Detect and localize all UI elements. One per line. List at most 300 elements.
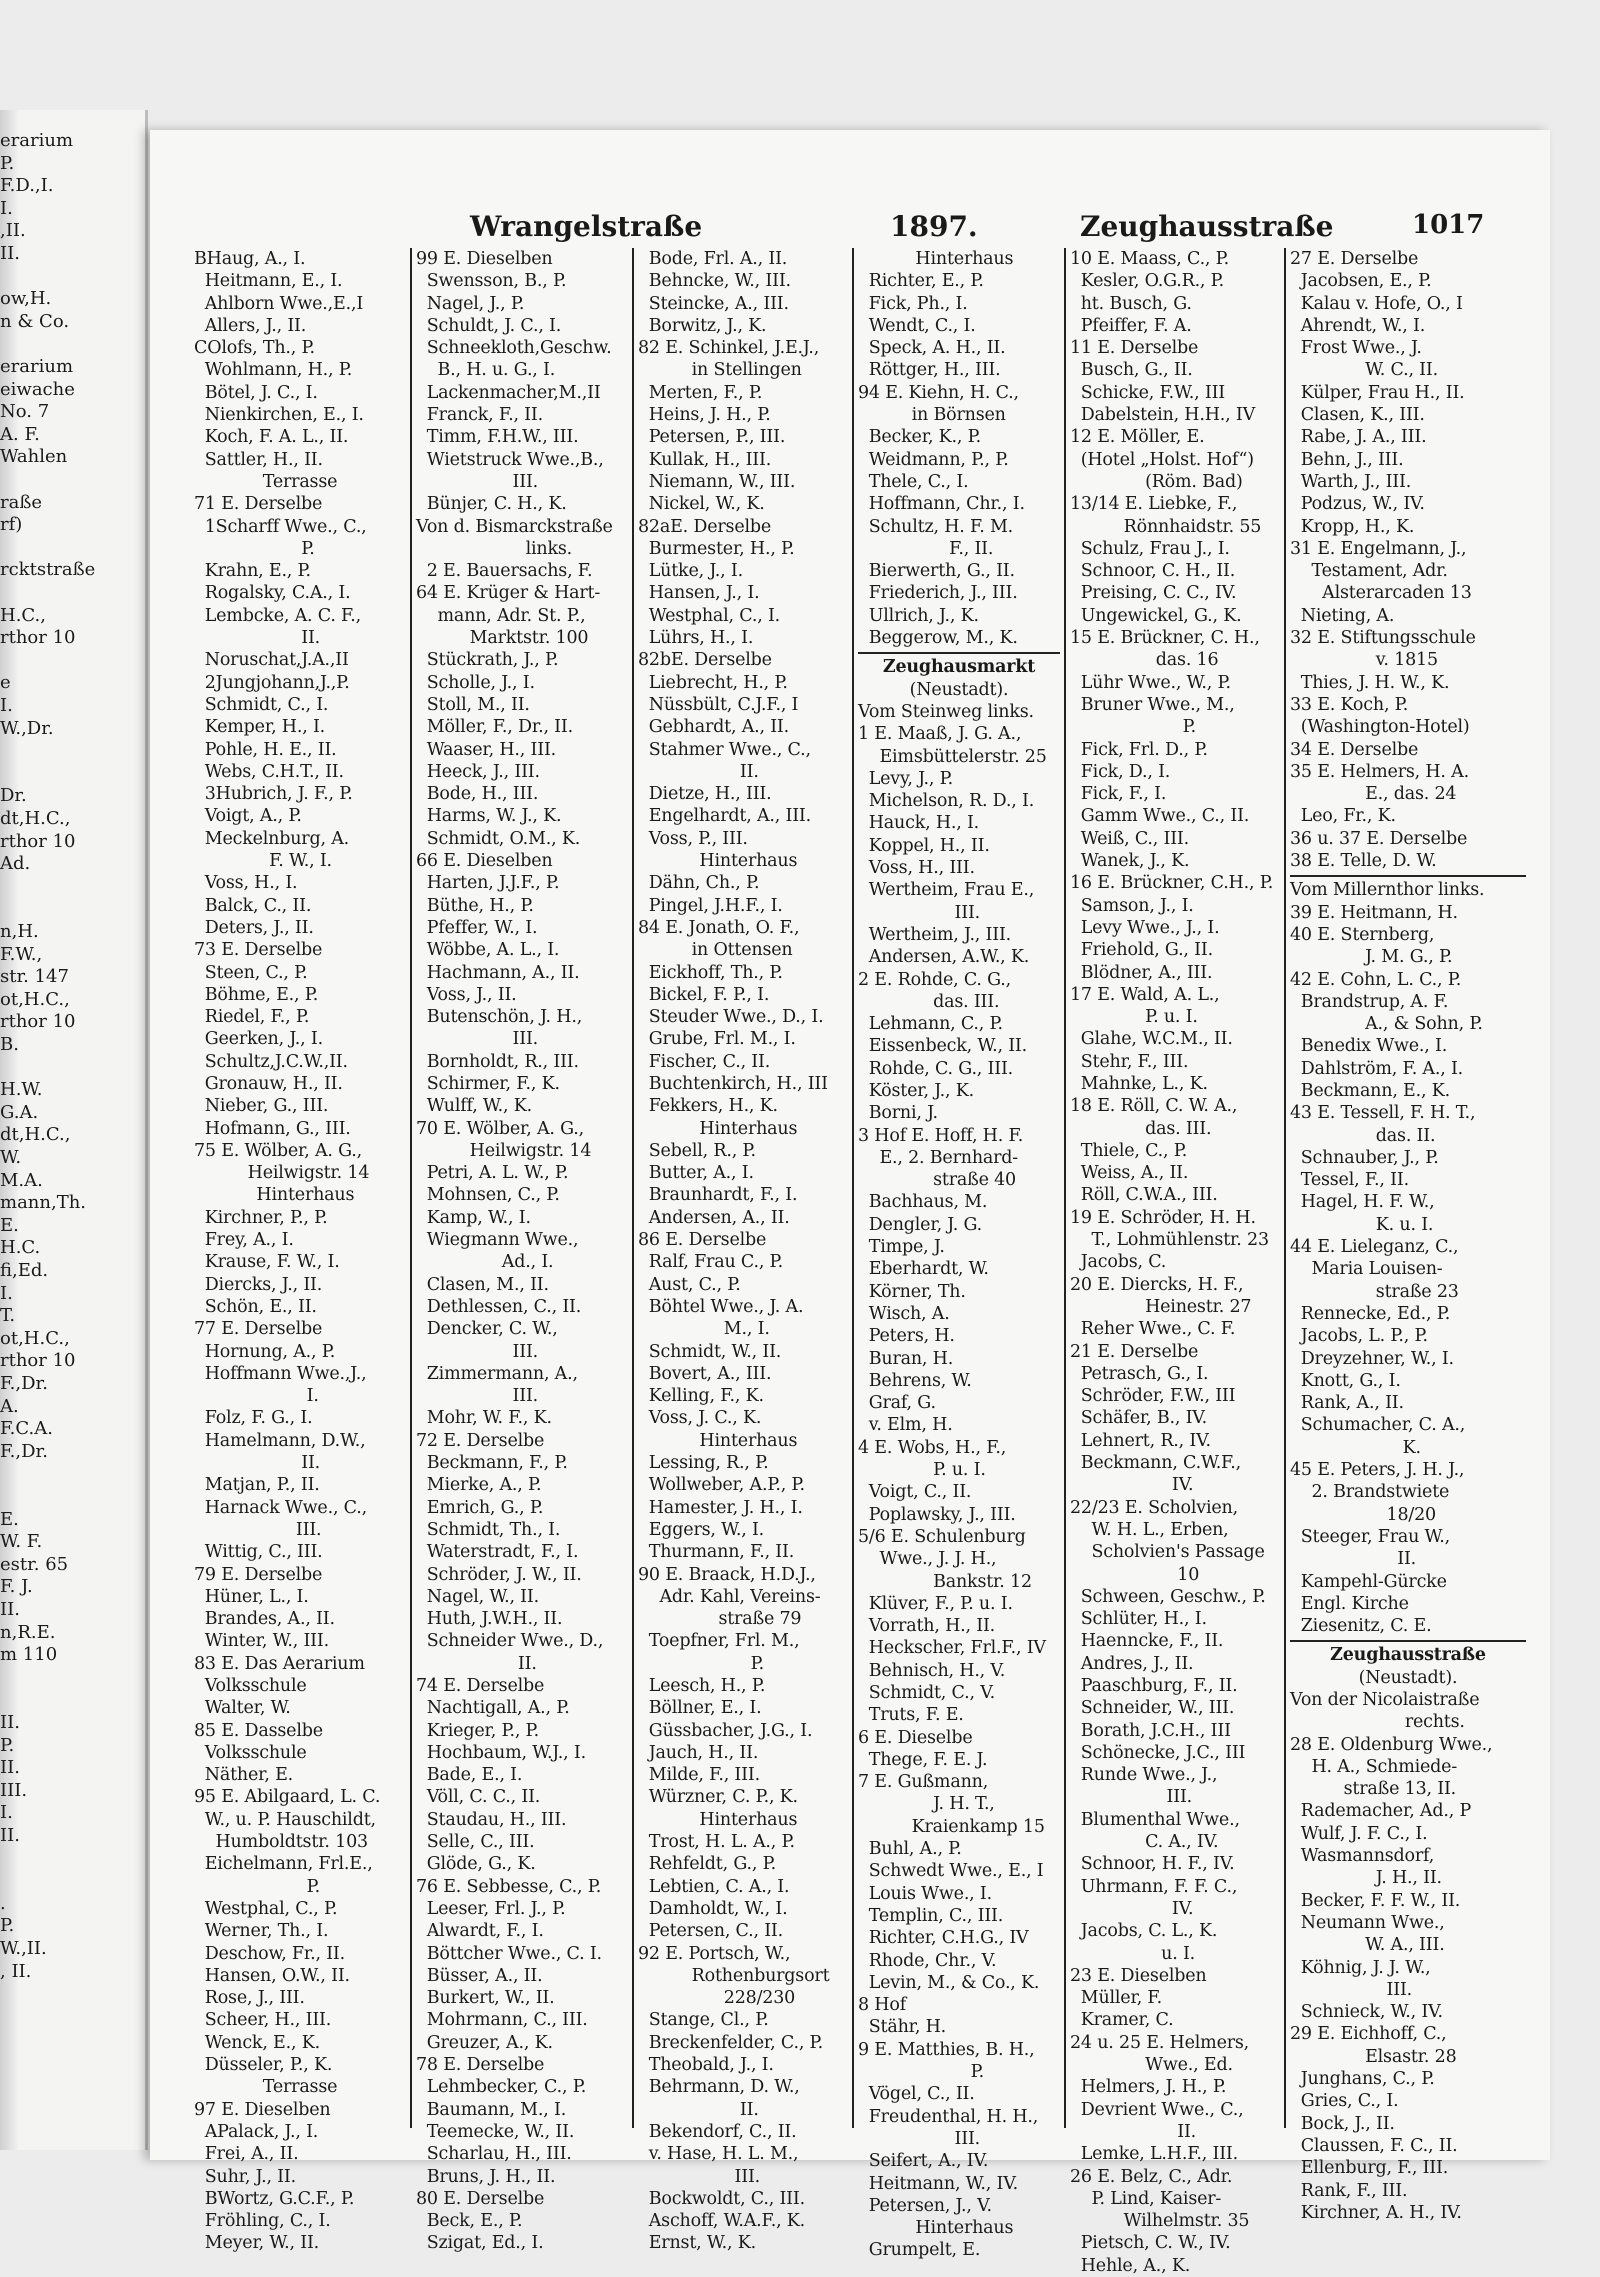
directory-entry: 11 E. Derselbe bbox=[1070, 338, 1199, 359]
directory-entry: Thele, C., I. bbox=[858, 471, 969, 492]
directory-entry: Fick, Ph., I. bbox=[858, 293, 968, 314]
directory-entry: Stähr, H. bbox=[858, 2017, 947, 2038]
directory-entry: Borwitz, J., K. bbox=[638, 315, 767, 336]
directory-entry: Röttger, H., III. bbox=[858, 360, 1001, 381]
directory-entry: 8 Hof bbox=[858, 1995, 906, 2016]
directory-entry: Helmers, J. H., P. bbox=[1070, 2077, 1227, 2098]
directory-entry: in Stellingen bbox=[638, 360, 802, 381]
directory-entry: Hoffmann, Chr., I. bbox=[858, 494, 1025, 515]
left-strip-line: ow,H. bbox=[0, 288, 52, 310]
directory-entry: Thiele, C., P. bbox=[1070, 1140, 1188, 1161]
directory-entry: Rank, F., III. bbox=[1290, 2180, 1408, 2201]
directory-entry: Burkert, W., II. bbox=[416, 1988, 555, 2009]
directory-entry: Heilwigstr. 14 bbox=[194, 1163, 370, 1184]
directory-entry: Becker, K., P. bbox=[858, 427, 982, 448]
directory-entry: Hauck, H., I. bbox=[858, 813, 980, 834]
directory-entry: 2Jungjohann,J.,P. bbox=[194, 672, 350, 693]
directory-entry: Bruns, J. H., II. bbox=[416, 2166, 556, 2187]
directory-entry: Sattler, H., II. bbox=[194, 449, 323, 470]
directory-entry: II. bbox=[638, 2099, 759, 2120]
directory-entry: Schwedt Wwe., E., I bbox=[858, 1861, 1044, 1882]
directory-entry: Diercks, J., II. bbox=[194, 1274, 323, 1295]
left-strip-line: II. bbox=[0, 1712, 20, 1733]
directory-entry: Ellenburg, F., III. bbox=[1290, 2158, 1449, 2179]
directory-entry: Dreyzehner, W., I. bbox=[1290, 1348, 1454, 1369]
left-strip-line: H.C. bbox=[0, 1237, 41, 1259]
directory-entry: Von d. Bismarckstraße bbox=[416, 516, 613, 537]
directory-entry: Burmester, H., P. bbox=[638, 538, 795, 559]
directory-entry: Wulff, W., K. bbox=[416, 1096, 532, 1117]
directory-entry: Wollweber, A.P., P. bbox=[638, 1475, 805, 1496]
directory-entry: in Börnsen bbox=[858, 405, 1006, 426]
directory-entry: Freudenthal, H. H., bbox=[858, 2106, 1039, 2127]
directory-entry: Becker, F. F. W., II. bbox=[1290, 1890, 1461, 1911]
directory-entry: Nagel, J., P. bbox=[416, 293, 525, 314]
directory-entry: Westphal, C., P. bbox=[194, 1898, 338, 1919]
directory-entry: Beckmann, C.W.F., bbox=[1070, 1453, 1242, 1474]
directory-entry: 21 E. Derselbe bbox=[1070, 1341, 1199, 1362]
directory-entry: Eberhardt, W. bbox=[858, 1259, 989, 1280]
directory-entry: Dethlessen, C., II. bbox=[416, 1296, 582, 1317]
directory-entry: 9 E. Matthies, B. H., bbox=[858, 2039, 1035, 2060]
directory-entry: Schnoor, C. H., II. bbox=[1070, 561, 1236, 582]
directory-entry: Behnisch, H., V. bbox=[858, 1660, 1006, 1681]
directory-entry: IV. bbox=[1070, 1475, 1194, 1496]
left-strip-line: III. bbox=[0, 1779, 28, 1801]
directory-entry: 34 E. Derselbe bbox=[1290, 739, 1419, 760]
directory-entry: Elsastr. 28 bbox=[1290, 2046, 1457, 2067]
directory-entry: Humboldtstr. 103 bbox=[194, 1832, 368, 1853]
directory-entry: 12 E. Möller, E. bbox=[1070, 427, 1205, 448]
left-strip-line: I. bbox=[0, 1802, 13, 1824]
directory-entry: W., u. P. Hauschildt, bbox=[194, 1809, 376, 1830]
directory-entry: Sebell, R., P. bbox=[638, 1140, 756, 1161]
left-strip-line: F.C.A. bbox=[0, 1418, 53, 1440]
directory-entry: Wertheim, Frau E., bbox=[858, 880, 1035, 901]
directory-entry: 20 E. Diercks, H. F., bbox=[1070, 1274, 1244, 1295]
directory-entry: Schmidt, O.M., K. bbox=[416, 828, 581, 849]
directory-entry: (Röm. Bad) bbox=[1070, 471, 1243, 492]
directory-entry: Deschow, Fr., II. bbox=[194, 1943, 345, 1964]
directory-entry: Ungewickel, G., K. bbox=[1070, 605, 1242, 626]
directory-entry: Heckscher, Frl.F., IV bbox=[858, 1638, 1046, 1659]
directory-entry: Aust, C., P. bbox=[638, 1274, 741, 1295]
directory-entry: Schirmer, F., K. bbox=[416, 1073, 560, 1094]
directory-entry: III. bbox=[416, 1341, 539, 1362]
directory-entry: Eickhoff, Th., P. bbox=[638, 962, 783, 983]
directory-entry: P. bbox=[638, 1653, 765, 1674]
directory-entry: Adr. Kahl, Vereins- bbox=[638, 1586, 821, 1607]
directory-entry: Hochbaum, W.J., I. bbox=[416, 1742, 586, 1763]
directory-entry: 82 E. Schinkel, J.E.J., bbox=[638, 338, 820, 359]
directory-entry: Gries, C., I. bbox=[1290, 2091, 1399, 2112]
directory-entry: Andres, J., II. bbox=[1070, 1653, 1194, 1674]
directory-column-6 bbox=[1286, 248, 1530, 2223]
directory-entry: Waterstradt, F., I. bbox=[416, 1542, 579, 1563]
left-strip-line: H.C., bbox=[0, 604, 46, 626]
directory-entry: Szigat, Ed., I. bbox=[416, 2233, 544, 2254]
directory-entry: Theobald, J., I. bbox=[638, 2055, 774, 2076]
directory-entry: Voigt, C., II. bbox=[858, 1482, 972, 1503]
directory-entry: Bünjer, C. H., K. bbox=[416, 494, 567, 515]
directory-entry: Blumenthal Wwe., bbox=[1070, 1809, 1240, 1830]
left-strip-line: II. bbox=[0, 243, 20, 264]
directory-entry: Busch, G., II. bbox=[1070, 360, 1193, 381]
directory-entry: 70 E. Wölber, A. G., bbox=[416, 1118, 585, 1139]
directory-entry: ht. Busch, G. bbox=[1070, 293, 1192, 314]
directory-entry: Schneekloth,Geschw. bbox=[416, 338, 612, 359]
directory-entry: Glahe, W.C.M., II. bbox=[1070, 1029, 1233, 1050]
directory-entry: Voss, H., I. bbox=[194, 873, 298, 894]
directory-entry: Schultz,J.C.W.,II. bbox=[194, 1051, 348, 1072]
directory-entry: Vom Steinweg links. bbox=[858, 701, 1034, 722]
directory-entry: Heitmann, E., I. bbox=[194, 271, 343, 292]
left-strip-line: n,H. bbox=[0, 921, 39, 942]
directory-entry: 4 E. Wobs, H., F., bbox=[858, 1437, 1007, 1458]
directory-entry: Böllner, E., I. bbox=[638, 1698, 762, 1719]
left-strip-line: H.W. bbox=[0, 1079, 43, 1101]
directory-entry: Beckmann, E., K. bbox=[1290, 1080, 1450, 1101]
directory-entry: Leo, Fr., K. bbox=[1290, 806, 1396, 827]
directory-entry: Jacobs, C. bbox=[1070, 1252, 1167, 1273]
directory-entry: Grube, Frl. M., I. bbox=[638, 1029, 796, 1050]
directory-entry: das. 16 bbox=[1070, 650, 1219, 671]
directory-entry: Claussen, F. C., II. bbox=[1290, 2135, 1458, 2156]
directory-entry: Gronauw, H., II. bbox=[194, 1073, 343, 1094]
directory-entry: A., & Sohn, P. bbox=[1290, 1014, 1483, 1035]
directory-entry: Podzus, W., IV. bbox=[1290, 494, 1425, 515]
directory-entry: Dencker, C. W., bbox=[416, 1319, 558, 1340]
directory-entry: J. H. T., bbox=[858, 1794, 995, 1815]
directory-entry: 28 E. Oldenburg Wwe., bbox=[1290, 1734, 1493, 1755]
left-strip-line: ot,H.C., bbox=[0, 1327, 70, 1349]
directory-entry: 2. Brandstwiete bbox=[1290, 1482, 1450, 1503]
directory-columns bbox=[190, 248, 1530, 2276]
directory-entry: Stückrath, J., P. bbox=[416, 650, 559, 671]
directory-entry: das. II. bbox=[1290, 1125, 1436, 1146]
directory-entry: Nüssbült, C.J.F., I bbox=[638, 694, 799, 715]
directory-entry: Völl, C. C., II. bbox=[416, 1787, 541, 1808]
directory-entry: u. I. bbox=[1070, 1943, 1196, 1964]
directory-entry: Gebhardt, A., II. bbox=[638, 717, 790, 738]
directory-entry: Büsser, A., II. bbox=[416, 1965, 543, 1986]
directory-entry: Engl. Kirche bbox=[1290, 1593, 1409, 1614]
directory-entry: (Neustadt). bbox=[909, 679, 1009, 700]
directory-entry: 40 E. Sternberg, bbox=[1290, 924, 1435, 945]
directory-entry: Uhrmann, F. F. C., bbox=[1070, 1876, 1238, 1897]
directory-entry: Schneider, W., III. bbox=[1070, 1698, 1235, 1719]
directory-entry: Mahnke, L., K. bbox=[1070, 1073, 1208, 1094]
directory-entry: Voss, H., III. bbox=[858, 858, 975, 879]
directory-entry: Volksschule bbox=[194, 1742, 307, 1763]
directory-entry: Ullrich, J., K. bbox=[858, 605, 979, 626]
directory-entry: 19 E. Schröder, H. H. bbox=[1070, 1207, 1256, 1228]
directory-entry: K. u. I. bbox=[1290, 1214, 1434, 1235]
directory-entry: Kirchner, A. H., IV. bbox=[1290, 2202, 1462, 2223]
directory-entry: Rehfeldt, G., P. bbox=[638, 1854, 776, 1875]
directory-entry: B., H. u. G., I. bbox=[416, 360, 556, 381]
directory-entry: 94 E. Kiehn, H. C., bbox=[858, 382, 1019, 403]
directory-entry: Hinterhaus bbox=[688, 851, 798, 872]
directory-entry: Eissenbeck, W., II. bbox=[858, 1036, 1027, 1057]
directory-entry: 95 E. Abilgaard, L. C. bbox=[194, 1787, 381, 1808]
directory-entry: Würzner, C. P., K. bbox=[638, 1787, 798, 1808]
directory-entry: 84 E. Jonath, O. F., bbox=[638, 917, 800, 938]
directory-entry: 72 E. Derselbe bbox=[416, 1430, 545, 1451]
directory-entry: Preising, C. C., IV. bbox=[1070, 583, 1237, 604]
directory-entry: Voss, J. C., K. bbox=[638, 1408, 762, 1429]
directory-entry: Kelling, F., K. bbox=[638, 1386, 764, 1407]
directory-entry: Mierke, A., P. bbox=[416, 1475, 542, 1496]
directory-entry: 13/14 E. Liebke, F., bbox=[1070, 494, 1238, 515]
directory-entry: Borni, J. bbox=[858, 1103, 938, 1124]
directory-entry: 42 E. Cohn, L. C., P. bbox=[1290, 969, 1462, 990]
directory-entry: J. M. G., P. bbox=[1290, 947, 1453, 968]
directory-entry: 26 E. Belz, C., Adr. bbox=[1070, 2166, 1233, 2187]
directory-entry: 1Scharff Wwe., C., bbox=[194, 516, 367, 537]
directory-entry: III. bbox=[858, 2128, 981, 2149]
directory-entry: Glöde, G., K. bbox=[416, 1854, 536, 1875]
directory-entry: Wietstruck Wwe.,B., bbox=[416, 449, 604, 470]
left-strip-line: M.A. bbox=[0, 1169, 43, 1191]
directory-entry: das. III. bbox=[1070, 1118, 1212, 1139]
directory-entry: 74 E. Derselbe bbox=[416, 1676, 545, 1696]
directory-entry: Staudau, H., III. bbox=[416, 1809, 567, 1830]
left-strip-line: raße bbox=[0, 491, 43, 513]
directory-entry: Schnoor, H. F., IV. bbox=[1070, 1854, 1235, 1875]
directory-entry: Runde Wwe., J., bbox=[1070, 1765, 1218, 1786]
directory-entry: P. u. I. bbox=[1070, 1007, 1198, 1028]
directory-entry: Böhme, E., P. bbox=[194, 984, 319, 1005]
section-heading: Zeughausstraße bbox=[1290, 1640, 1526, 1666]
left-strip-line: dt,H.C., bbox=[0, 1124, 71, 1146]
directory-entry: Bierwerth, G., II. bbox=[858, 561, 1015, 582]
left-strip-line: A. bbox=[0, 1395, 19, 1417]
directory-entry: Andersen, A.W., K. bbox=[858, 947, 1030, 968]
street-title-left: Wrangelstraße bbox=[470, 210, 703, 243]
left-strip-line: W.,II. bbox=[0, 1938, 47, 1959]
directory-entry: Kullak, H., III. bbox=[638, 449, 772, 470]
directory-entry: Rabe, J. A., III. bbox=[1290, 427, 1427, 448]
directory-entry: Levy Wwe., J., I. bbox=[1070, 917, 1220, 938]
directory-entry: Thurmann, F., II. bbox=[638, 1542, 795, 1563]
directory-entry: Kraienkamp 15 bbox=[858, 1816, 1045, 1837]
directory-entry: Schäfer, B., IV. bbox=[1070, 1408, 1208, 1429]
directory-entry: Näther, E. bbox=[194, 1765, 294, 1786]
directory-entry: Dähn, Ch., P. bbox=[638, 873, 760, 894]
directory-entry: Knott, G., I. bbox=[1290, 1370, 1401, 1391]
directory-entry: Riedel, F., P. bbox=[194, 1007, 310, 1028]
directory-entry: Vom Millernthor links. bbox=[1290, 875, 1526, 901]
directory-entry: Huth, J.W.H., II. bbox=[416, 1609, 563, 1630]
directory-entry: 10 E. Maass, C., P. bbox=[1070, 249, 1230, 269]
directory-entry: Rank, A., II. bbox=[1290, 1393, 1404, 1414]
directory-entry: 76 E. Sebbesse, C., P. bbox=[416, 1876, 602, 1897]
directory-entry: Harten, J.J.F., P. bbox=[416, 873, 560, 894]
directory-entry: 33 E. Koch, P. bbox=[1290, 694, 1409, 715]
directory-entry: 82bE. Derselbe bbox=[638, 650, 772, 671]
directory-entry: 64 E. Krüger & Hart- bbox=[416, 583, 601, 604]
directory-entry: 86 E. Derselbe bbox=[638, 1230, 767, 1251]
directory-entry: Allers, J., II. bbox=[194, 315, 307, 336]
directory-entry: Rothenburgsort bbox=[638, 1965, 830, 1986]
directory-entry: Harms, W. J., K. bbox=[416, 806, 562, 827]
left-strip-line: rf) bbox=[0, 514, 23, 536]
directory-entry: Rennecke, Ed., P. bbox=[1290, 1303, 1451, 1324]
directory-entry: Vorrath, H., II. bbox=[858, 1616, 996, 1637]
left-strip-line: B. bbox=[0, 1034, 19, 1055]
left-strip-line: Ad. bbox=[0, 853, 31, 875]
directory-entry: Bode, H., III. bbox=[416, 784, 539, 805]
directory-entry: 6 E. Dieselbe bbox=[858, 1727, 973, 1748]
directory-entry: Gamm Wwe., C., II. bbox=[1070, 806, 1250, 827]
directory-entry: III. bbox=[638, 2166, 761, 2187]
directory-entry: Hachmann, A., II. bbox=[416, 962, 580, 983]
left-strip-line: E. bbox=[0, 1214, 19, 1236]
directory-entry: straße 79 bbox=[638, 1609, 802, 1630]
directory-entry: Bornholdt, R., III. bbox=[416, 1051, 579, 1072]
directory-entry: 17 E. Wald, A. L., bbox=[1070, 984, 1220, 1005]
directory-entry: Teemecke, W., II. bbox=[416, 2121, 575, 2142]
directory-entry: 3Hubrich, J. F., P. bbox=[194, 784, 353, 805]
left-strip-line: W. F. bbox=[0, 1531, 43, 1553]
directory-entry: Andersen, A., II. bbox=[638, 1207, 790, 1228]
directory-entry: Niemann, W., III. bbox=[638, 471, 796, 492]
directory-entry: Buchtenkirch, H., III bbox=[638, 1073, 828, 1094]
directory-entry: Petersen, J., V. bbox=[858, 2195, 992, 2216]
directory-entry: Webs, C.H.T., II. bbox=[194, 761, 344, 782]
directory-entry: Büthe, H., P. bbox=[416, 895, 534, 916]
directory-entry: straße 13, II. bbox=[1290, 1779, 1457, 1800]
directory-entry: 2 E. Rohde, C. G., bbox=[858, 969, 1012, 990]
directory-entry: Schuldt, J. C., I. bbox=[416, 315, 562, 336]
left-strip-line: eiwache bbox=[0, 378, 75, 400]
directory-entry: Jacobs, L. P., P. bbox=[1290, 1326, 1428, 1347]
left-strip-line: F.D.,I. bbox=[0, 175, 54, 197]
directory-entry: Schmidt, W., II. bbox=[638, 1341, 782, 1362]
directory-entry: Werner, Th., I. bbox=[194, 1921, 329, 1942]
directory-entry: E., 2. Bernhard- bbox=[858, 1147, 1019, 1168]
directory-entry: Weiss, A., II. bbox=[1070, 1163, 1189, 1184]
page-number: 1017 bbox=[1412, 210, 1485, 240]
directory-entry: 92 E. Portsch, W., bbox=[638, 1943, 791, 1964]
directory-entry: J. H., II. bbox=[1290, 1868, 1442, 1889]
directory-entry: Dietze, H., III. bbox=[638, 784, 772, 805]
directory-entry: 38 E. Telle, D. W. bbox=[1290, 851, 1437, 872]
directory-entry: Nickel, W., K. bbox=[638, 494, 765, 515]
directory-entry: Kramer, C. bbox=[1070, 2010, 1174, 2031]
directory-entry: Bankstr. 12 bbox=[858, 1571, 1032, 1592]
directory-entry: Timpe, J. bbox=[858, 1237, 945, 1258]
directory-entry: Wanek, J., K. bbox=[1070, 851, 1190, 872]
directory-entry: Schröder, J. W., II. bbox=[416, 1564, 582, 1585]
directory-entry: Engelhardt, A., III. bbox=[638, 806, 811, 827]
directory-entry: Hansen, O.W., II. bbox=[194, 1965, 350, 1986]
directory-entry: Wöbbe, A. L., I. bbox=[416, 940, 560, 961]
directory-entry: Leeser, Frl. J., P. bbox=[416, 1898, 566, 1919]
directory-column-1 bbox=[190, 248, 412, 2254]
left-strip-line: fi,Ed. bbox=[0, 1260, 49, 1281]
left-strip-line: rthor 10 bbox=[0, 1011, 76, 1033]
directory-entry: Thege, F. E. J. bbox=[858, 1749, 988, 1770]
left-strip-line: F.,Dr. bbox=[0, 1373, 48, 1394]
directory-entry: Peters, H. bbox=[858, 1326, 955, 1347]
directory-entry: Milde, F., III. bbox=[638, 1765, 760, 1786]
directory-column-5 bbox=[1066, 248, 1286, 2276]
directory-entry: Hüner, L., I. bbox=[194, 1586, 309, 1607]
directory-entry: Paaschburg, F., II. bbox=[1070, 1676, 1238, 1696]
directory-entry: Ralf, Frau C., P. bbox=[638, 1252, 783, 1273]
left-strip-line: ,II. bbox=[0, 220, 26, 242]
left-strip-line: W. bbox=[0, 1147, 22, 1168]
directory-entry: Poplawsky, J., III. bbox=[858, 1504, 1016, 1525]
left-strip-line: ot,H.C., bbox=[0, 988, 70, 1010]
directory-entry: Merten, F., P. bbox=[638, 382, 763, 403]
page-header bbox=[150, 210, 1550, 250]
directory-entry: Beggerow, M., K. bbox=[858, 628, 1018, 649]
directory-entry: Petri, A. L. W., P. bbox=[416, 1163, 569, 1184]
directory-entry: Dahlström, F. A., I. bbox=[1290, 1058, 1464, 1079]
directory-entry: BHaug, A., I. bbox=[194, 249, 306, 269]
directory-entry: Krahn, E., P. bbox=[194, 561, 311, 582]
directory-entry: Behrmann, D. W., bbox=[638, 2077, 800, 2098]
directory-entry: Röll, C.W.A., III. bbox=[1070, 1185, 1218, 1206]
directory-entry: Voss, P., III. bbox=[638, 828, 748, 849]
directory-entry: Schmidt, C., I. bbox=[194, 694, 329, 715]
directory-entry: Koppel, H., II. bbox=[858, 835, 990, 856]
directory-entry: mann, Adr. St. P., bbox=[416, 605, 586, 626]
directory-entry: Pfeiffer, F. A. bbox=[1070, 315, 1192, 336]
directory-entry: Wasmannsdorf, bbox=[1290, 1846, 1435, 1867]
directory-entry: Schween, Geschw., P. bbox=[1070, 1586, 1266, 1607]
directory-entry: Kemper, H., I. bbox=[194, 717, 326, 738]
directory-entry: K. bbox=[1290, 1437, 1421, 1458]
directory-entry: Fekkers, H., K. bbox=[638, 1096, 778, 1117]
directory-entry: Kropp, H., K. bbox=[1290, 516, 1415, 537]
left-strip-line: I. bbox=[0, 695, 13, 716]
directory-entry: Noruschat,J.A.,II bbox=[194, 650, 349, 671]
directory-entry: Nieber, G., III. bbox=[194, 1096, 329, 1117]
directory-entry: Heinestr. 27 bbox=[1070, 1296, 1252, 1317]
directory-entry: Toepfner, Frl. M., bbox=[638, 1631, 800, 1652]
directory-entry: Lackenmacher,M.,II bbox=[416, 382, 601, 403]
directory-entry: P. Lind, Kaiser- bbox=[1070, 2188, 1222, 2209]
directory-entry: Schulz, Frau J., I. bbox=[1070, 538, 1230, 559]
directory-entry: (Hotel „Holst. Hof“) bbox=[1070, 449, 1254, 470]
directory-entry: Jauch, H., II. bbox=[638, 1742, 759, 1763]
directory-entry: Bekendorf, C., II. bbox=[638, 2121, 797, 2142]
directory-entry: Alsterarcaden 13 bbox=[1290, 583, 1472, 604]
directory-entry: (Neustadt). bbox=[1358, 1667, 1458, 1688]
directory-entry: Schumacher, C. A., bbox=[1290, 1415, 1466, 1436]
directory-entry: Hinterhaus bbox=[688, 1809, 798, 1830]
directory-entry: Schlüter, H., I. bbox=[1070, 1609, 1207, 1630]
directory-entry: Fick, F., I. bbox=[1070, 784, 1167, 805]
directory-entry: Truts, F. E. bbox=[858, 1705, 964, 1726]
directory-entry: Lehmann, C., P. bbox=[858, 1014, 1003, 1035]
directory-entry: Volksschule bbox=[194, 1676, 307, 1696]
directory-entry: Bovert, A., III. bbox=[638, 1363, 772, 1384]
directory-entry: Düsseler, P., K. bbox=[194, 2055, 333, 2076]
directory-entry: v. 1815 bbox=[1290, 650, 1438, 671]
left-strip-line: m 110 bbox=[0, 1644, 58, 1666]
directory-entry: Bachhaus, M. bbox=[858, 1192, 988, 1213]
directory-entry: Lehmbecker, C., P. bbox=[416, 2077, 587, 2098]
directory-entry: Richter, C.H.G., IV bbox=[858, 1928, 1029, 1949]
directory-entry: Rose, J., III. bbox=[194, 1988, 305, 2009]
left-strip-line: str. 147 bbox=[0, 966, 69, 988]
directory-entry: Lebtien, C. A., I. bbox=[638, 1876, 790, 1897]
